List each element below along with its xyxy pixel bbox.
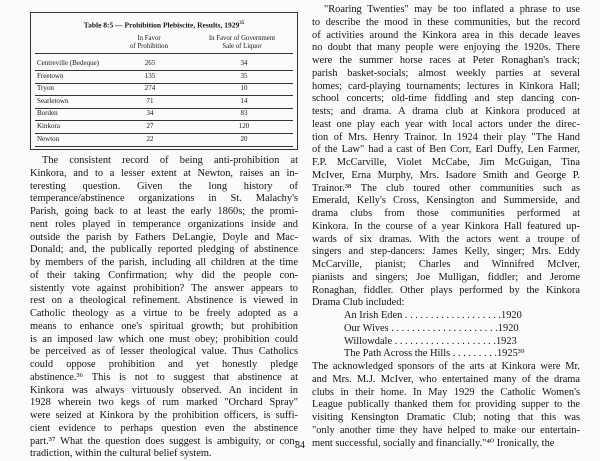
- text-line: abstinence.³⁶ This is not to suggest that abstinence at: [30, 371, 298, 383]
- text-line: homes; card-playing tournaments; lectures in Kinkora Hall;: [312, 80, 580, 92]
- row-favor-government-sale: 120: [238, 122, 250, 130]
- text-line: outside the parish by Fathers DeLangie, Doyle and Mac-: [30, 231, 298, 243]
- text-line: of activities around the Kinkora area in this decade leaves: [312, 29, 580, 41]
- text-line: tests; and drama. A drama club at Kinkora produced at: [312, 106, 580, 117]
- text-line: part.³⁷ What the question does suggest is ambiguity, or con-: [30, 435, 298, 447]
- text-line: by members of the parish, including all children at the time: [30, 257, 298, 268]
- text-line: teresting question. Given the long history of: [30, 180, 298, 192]
- right-column-paragraph-1: [312, 4, 580, 310]
- text-line: Drama Club included:: [312, 297, 405, 309]
- text-line: rest on a theological refinement. Abstinence is viewed in: [30, 295, 298, 307]
- text-line: nent roles played in temperance organizations inside and: [30, 218, 298, 230]
- table-caption: Table 8:5 — Prohibition Plebiscite, Results, 1929$^{35}$: [83, 20, 245, 30]
- play-list-item: Our Wives . . . . . . . . . . . . . . . . . . . . .1920: [344, 322, 519, 334]
- row-name: Newton: [37, 134, 60, 143]
- left-column-paragraph: [30, 155, 298, 461]
- text-line: Kinkora. In the course of a year Kinkora Hall featured up-: [312, 220, 580, 232]
- row-favor-prohibition: 27: [146, 122, 154, 130]
- text-line: pianists and singers; Joe Mulligan, fiddler; and Jerome: [312, 271, 580, 283]
- row-favor-government-sale: 35: [240, 71, 248, 80]
- page-number: 84: [295, 440, 305, 451]
- text-line: McIver, Erna Murphy, Mrs. Isadore Smith and George P.: [312, 169, 580, 181]
- text-line: F.P. McCarville, Violet McCabe, Jim McGuigan, Tina: [312, 157, 580, 168]
- drama-club-play-list: [344, 310, 580, 361]
- row-favor-prohibition: 71: [146, 96, 154, 105]
- text-line: League publically thanked them for providing supper to the: [312, 399, 580, 411]
- text-line: of their taking Confirmation; why did the people con-: [30, 269, 298, 281]
- row-favor-prohibition: 265: [144, 59, 156, 67]
- play-list-item: Willowdale . . . . . . . . . . . . . . . . . . . .1923: [344, 335, 517, 347]
- text-line: "Roaring Twenties" may be too inflated a phrase to use: [324, 4, 580, 15]
- text-line: were the summer horse races at Peter Ronaghan's track;: [312, 55, 580, 66]
- row-favor-government-sale: 14: [240, 96, 248, 105]
- row-name: Kinkora: [37, 122, 60, 130]
- text-line: parish basket-socials; almost weekly parties at several: [312, 67, 580, 79]
- text-line: drama clubs from those communities performed at: [312, 208, 580, 219]
- row-name: Searletown: [37, 96, 69, 105]
- row-name: Centreville (Bedeque): [37, 59, 100, 67]
- text-line: could oppose prohibition and yet honestly pledge: [30, 359, 298, 370]
- text-line: Kinkora, and to a lesser extent at Newton, raises an in-: [30, 167, 298, 179]
- row-name: Borden: [37, 109, 58, 118]
- text-line: means to enhance one's spiritual growth; but prohibition: [30, 320, 298, 332]
- text-line: were seized at Kinkora by the prohibition officers, is suffi-: [30, 410, 298, 421]
- play-list-item: The Path Across the Hills . . . . . . . . .1925³⁹: [344, 348, 525, 360]
- text-line: tion of Mrs. Henry Trainor. In 1924 their play "The Hand: [312, 131, 580, 143]
- header-rule: [35, 53, 293, 54]
- text-line: sistently vote against prohibition? The answer appears to: [30, 282, 298, 294]
- text-line: 1928 wherein two kegs of rum marked "Orchard Spray": [30, 397, 298, 409]
- text-line: tradiction, within the cultural belief system.: [30, 448, 212, 460]
- text-line: is an imposed law which one must obey; prohibition could: [30, 333, 298, 345]
- right-column-paragraph-2: [312, 361, 580, 450]
- text-line: "only another time they have helped to make our entertain-: [312, 424, 580, 436]
- text-line: Trainor.³⁸ The club toured other communities such as: [312, 182, 580, 194]
- row-name: Freetown: [37, 71, 64, 80]
- text-line: of the Law" had a cast of Ben Corr, Earl Duffy, Len Farmer,: [312, 144, 580, 156]
- plebiscite-table: [30, 12, 298, 150]
- row-favor-government-sale: 34: [240, 59, 248, 67]
- text-line: singers and step-dancers: James Kelly, singer; Mrs. Eddy: [312, 246, 580, 258]
- column-header-government-sale: In Favor of Government Sale of Liquor: [208, 35, 276, 50]
- row-rule: [35, 146, 293, 147]
- row-favor-government-sale: 10: [240, 84, 248, 93]
- text-line: cient evidence to perhaps question even the abstinence: [30, 422, 298, 434]
- text-line: no doubt that many people were enjoying the 1920s. There: [312, 42, 580, 54]
- text-line: Ronaghan, fiddler. Other plays performed by the Kinkora: [312, 284, 580, 296]
- row-name: Tryon: [37, 84, 54, 93]
- text-line: The consistent record of being anti-prohibition at: [42, 155, 298, 166]
- text-line: wards of six dramas. With the actors went a troupe of: [312, 233, 580, 245]
- text-line: least one play each year with local actors under the direc-: [312, 118, 580, 130]
- row-favor-prohibition: 34: [146, 109, 154, 118]
- text-line: visiting Kensington Dramatic Club; noting that this was: [312, 412, 580, 423]
- text-line: Donald; and, the publically reported pledging of abstinence: [30, 244, 298, 256]
- text-line: to describe the mood in these communities, but the record: [312, 16, 580, 28]
- row-favor-prohibition: 22: [146, 134, 154, 143]
- text-line: and Mrs. M.J. McIver, who entertained many of the drama: [312, 373, 580, 385]
- text-line: Parish, going back to at least the early 1860s; the promi-: [30, 206, 298, 217]
- text-line: Emerald, Kelly's Cross, Kensington and Summerside, and: [312, 195, 580, 207]
- text-line: McCarville, pianist; Charles and Winnifred McIver,: [312, 259, 580, 270]
- row-favor-government-sale: 20: [240, 134, 248, 143]
- play-list-item: An Irish Eden . . . . . . . . . . . . . . . . . . .1920: [344, 310, 522, 321]
- text-line: school concerts; old-time fiddling and step dancing con-: [312, 93, 580, 105]
- text-line: temperance/abstinence organizations in St. Malachy's: [30, 193, 298, 205]
- text-line: The acknowledged sponsors of the arts at Kinkora were Mr.: [312, 361, 580, 372]
- column-header-prohibition: In Favor of Prohibition: [130, 35, 168, 50]
- text-line: Kinkora was always virtuously observed. An incident in: [30, 384, 298, 396]
- text-line: ment successful, socially and financially."⁴⁰ Ironically, the: [312, 437, 555, 449]
- text-line: Catholic theology as a virtue to be freely adopted as a: [30, 308, 298, 319]
- row-favor-government-sale: 83: [240, 109, 248, 118]
- row-favor-prohibition: 274: [144, 84, 156, 93]
- text-line: clubs in their home. In May 1929 the Catholic Women's: [312, 386, 580, 398]
- row-favor-prohibition: 135: [144, 71, 156, 80]
- text-line: be perceived as of lesser theological value. Thus Catholics: [30, 346, 298, 358]
